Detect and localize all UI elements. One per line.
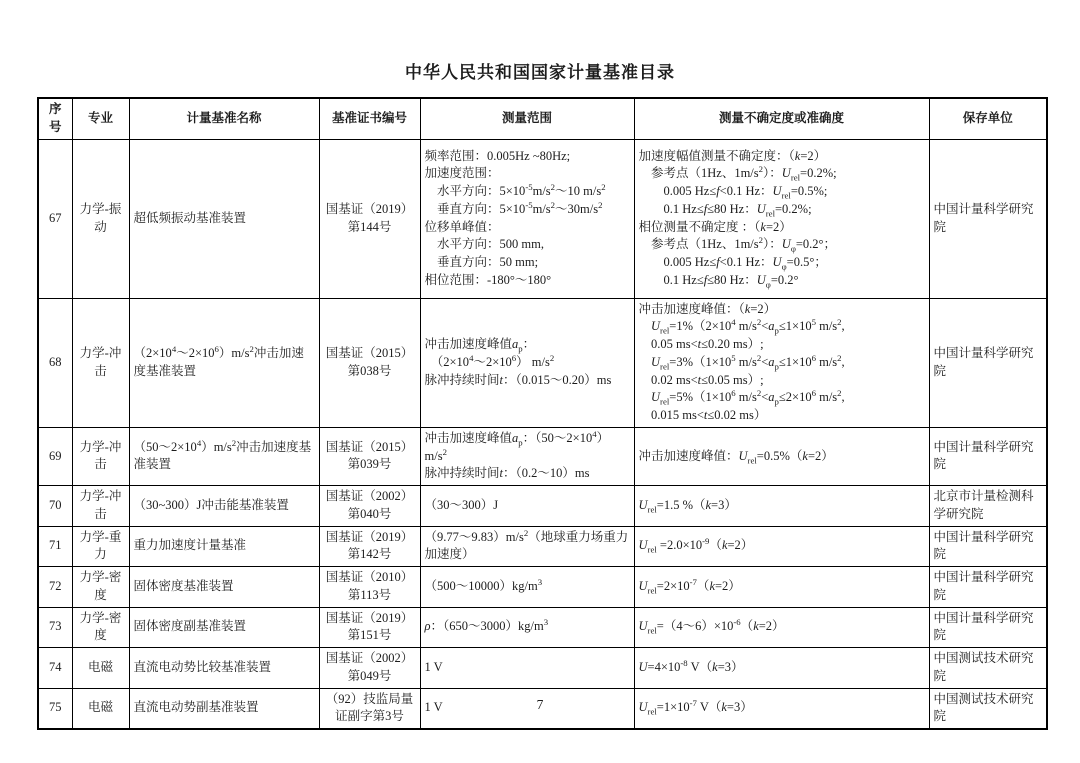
cell-uncertainty: $U_{rel}=2\times 10^{-7}(k=2)$ [634, 567, 929, 608]
header-measurement-range: 测量范围 [420, 98, 634, 139]
cell-specialty: 力学-重力 [72, 526, 129, 567]
cell-standard-name: （30~300）J冲击能基准装置 [129, 486, 319, 527]
cell-measurement-range: 冲击加速度峰值$a_p$： $(2\times 10^4\sim 2\times 10^6)$ $m/s^2$ 脉冲持续时间t：（0.015～0.20）ms [420, 298, 634, 427]
cell-certificate-number: （92）技监局量 证副字第3号 [319, 688, 420, 729]
cell-specialty: 力学-密度 [72, 567, 129, 608]
header-certificate-number: 基准证书编号 [319, 98, 420, 139]
header-keeper-unit: 保存单位 [929, 98, 1047, 139]
cell-standard-name: 超低频振动基准装置 [129, 139, 319, 298]
cell-specialty: 力学-振动 [72, 139, 129, 298]
cell-standard-name: 固体密度基准装置 [129, 567, 319, 608]
cell-measurement-range: $(9.77\sim 9.83)m/s^2$（地球重力场重力加速度） [420, 526, 634, 567]
cell-certificate-number: 国基证（2019） 第142号 [319, 526, 420, 567]
cell-measurement-range: $(500\sim 10000)kg/m^3$ [420, 567, 634, 608]
cell-certificate-number: 国基证（2019） 第144号 [319, 139, 420, 298]
cell-uncertainty: $U_{rel} =2.0\times 10^{-9}(k=2)$ [634, 526, 929, 567]
cell-measurement-range: 1 V [420, 648, 634, 689]
cell-specialty: 力学-冲击 [72, 486, 129, 527]
header-specialty: 专业 [72, 98, 129, 139]
cell-keeper-unit: 中国计量科学研究院 [929, 139, 1047, 298]
table-row [38, 526, 1047, 567]
header-standard-name: 计量基准名称 [129, 98, 319, 139]
table-row [38, 486, 1047, 527]
cell-certificate-number: 国基证（2015） 第039号 [319, 427, 420, 485]
table-row [38, 427, 1047, 485]
cell-measurement-range: 冲击加速度峰值$a_p$：$(50\sim 2\times 10^4)m/s^2$ 脉冲持续时间t：（0.2～10）ms [420, 427, 634, 485]
cell-serial-number: 68 [38, 298, 72, 427]
cell-standard-name: $(50\sim 2\times 10^4)m/s^2$冲击加速度基准装置 [129, 427, 319, 485]
cell-serial-number: 67 [38, 139, 72, 298]
table-row [38, 567, 1047, 608]
cell-keeper-unit: 中国测试技术研究院 [929, 688, 1047, 729]
cell-uncertainty: 冲击加速度峰值：$U_{rel}=0.5\%(k=2)$ [634, 427, 929, 485]
standards-table [37, 97, 1048, 730]
cell-standard-name: 固体密度副基准装置 [129, 607, 319, 648]
cell-serial-number: 72 [38, 567, 72, 608]
cell-standard-name: 直流电动势副基准装置 [129, 688, 319, 729]
cell-specialty: 力学-冲击 [72, 427, 129, 485]
cell-keeper-unit: 中国计量科学研究院 [929, 567, 1047, 608]
cell-uncertainty: $U_{rel}=1.5$ %（k=3） [634, 486, 929, 527]
table-header-row [38, 98, 1047, 139]
cell-uncertainty: 加速度幅值测量不确定度：（k=2） 参考点（1Hz、$1m/s^2$）：$U_{rel}=0.2\%$; 0.005 Hz≤f<0.1 Hz：$U_{rel}=0.5\%$; 0.1 Hz≤f≤80 Hz：$U_{rel}=0.2\%$; 相位测量不确定度 ：（k=2） 参考点（1Hz、$1m/s^2$）：$U_\varphi=0.2^\circ$； 0.005 Hz≤f<0.1 Hz：$U_\varphi=0.5^\circ$； 0.1 Hz≤f≤80 Hz：$U_\varphi=0.2^\circ$ [634, 139, 929, 298]
table-row [38, 298, 1047, 427]
cell-standard-name: $(2\times 10^4\sim 2\times 10^6)m/s^2$冲击加速度基准装置 [129, 298, 319, 427]
cell-keeper-unit: 中国计量科学研究院 [929, 298, 1047, 427]
page-title: 中华人民共和国国家计量基准目录 [405, 63, 675, 82]
cell-measurement-range: ρ：$(650\sim 3000)kg/m^3$ [420, 607, 634, 648]
cell-uncertainty: $U_{rel}=(4\sim 6)\times 10^{-6}(k=2)$ [634, 607, 929, 648]
cell-uncertainty: 冲击加速度峰值：（k=2） $U_{rel}=1\%(2\times 10^4$ $m/s^2<a_p\le 1\times 10^5$ $m/s^2$, 0.05 ms<t≤0.20 ms）; $U_{rel}=3\%(1\times 10^5$ $m/s^2<a_p\le 1\times 10^6$ $m/s^2$, 0.02 ms<t≤0.05 ms）; $U_{rel}=5\%(1\times 10^6$ $m/s^2<a_p\le 2\times 10^6$ $m/s^2$, 0.015 ms<t≤0.02 ms） [634, 298, 929, 427]
cell-serial-number: 75 [38, 688, 72, 729]
cell-specialty: 电磁 [72, 688, 129, 729]
cell-keeper-unit: 中国计量科学研究院 [929, 526, 1047, 567]
cell-specialty: 力学-冲击 [72, 298, 129, 427]
cell-certificate-number: 国基证（2019） 第151号 [319, 607, 420, 648]
cell-certificate-number: 国基证（2010） 第113号 [319, 567, 420, 608]
cell-serial-number: 71 [38, 526, 72, 567]
cell-standard-name: 重力加速度计量基准 [129, 526, 319, 567]
header-uncertainty: 测量不确定度或准确度 [634, 98, 929, 139]
cell-certificate-number: 国基证（2015） 第038号 [319, 298, 420, 427]
cell-serial-number: 73 [38, 607, 72, 648]
cell-keeper-unit: 北京市计量检测科学研究院 [929, 486, 1047, 527]
cell-keeper-unit: 中国计量科学研究院 [929, 607, 1047, 648]
page-number: 7 [536, 697, 544, 712]
cell-certificate-number: 国基证（2002） 第049号 [319, 648, 420, 689]
cell-serial-number: 70 [38, 486, 72, 527]
cell-certificate-number: 国基证（2002） 第040号 [319, 486, 420, 527]
cell-uncertainty: $U_{rel}=1\times 10^{-7}$ V（k=3） [634, 688, 929, 729]
table-row [38, 648, 1047, 689]
cell-keeper-unit: 中国测试技术研究院 [929, 648, 1047, 689]
cell-specialty: 力学-密度 [72, 607, 129, 648]
cell-serial-number: 69 [38, 427, 72, 485]
cell-measurement-range: 频率范围：0.005Hz ~80Hz; 加速度范围： 水平方向：$5\times 10^{-5}m/s^2\sim 10$ $m/s^2$ 垂直方向：$5\times 10^{-5}m/s^2\sim 30m/s^2$ 位移单峰值： 水平方向：500 mm, 垂直方向：50 mm; 相位范围：-180°～180° [420, 139, 634, 298]
cell-measurement-range: 1 V [420, 688, 634, 729]
table-row [38, 139, 1047, 298]
cell-measurement-range: （30～300）J [420, 486, 634, 527]
cell-standard-name: 直流电动势比较基准装置 [129, 648, 319, 689]
header-serial-number: 序号 [38, 98, 72, 139]
cell-serial-number: 74 [38, 648, 72, 689]
table-row [38, 607, 1047, 648]
cell-specialty: 电磁 [72, 648, 129, 689]
cell-uncertainty: $U=4\times 10^{-8}$ V（k=3） [634, 648, 929, 689]
cell-keeper-unit: 中国计量科学研究院 [929, 427, 1047, 485]
